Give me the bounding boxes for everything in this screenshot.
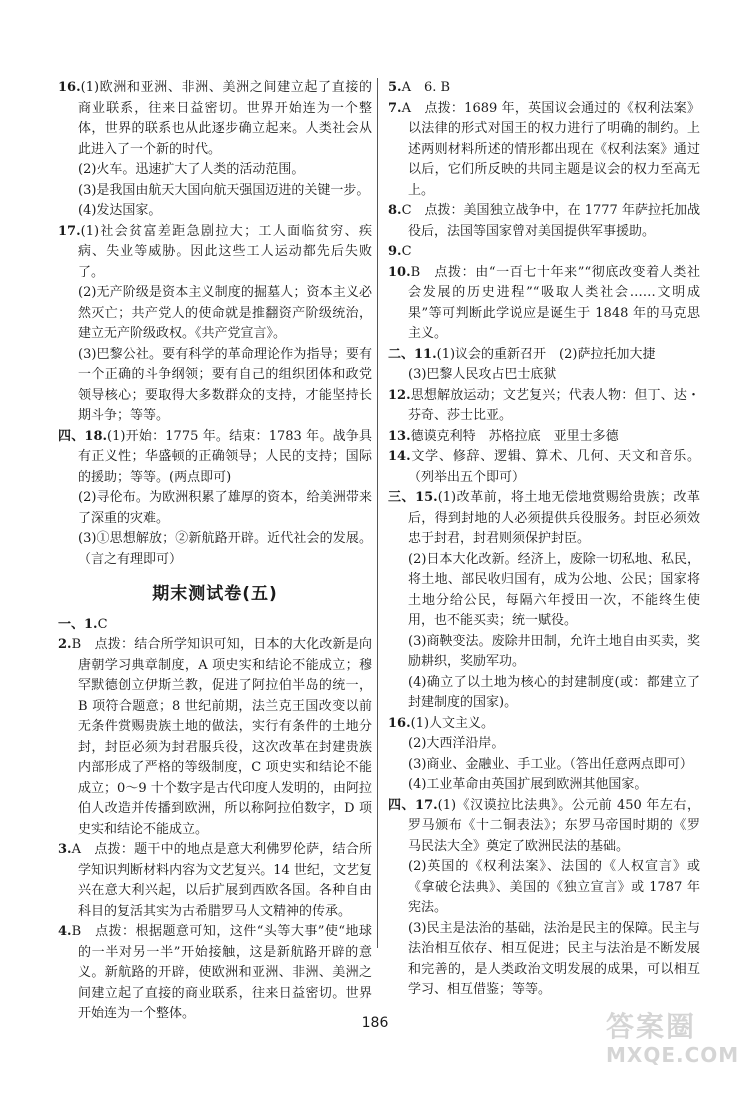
question-number: 12. bbox=[388, 387, 411, 403]
answer-item bbox=[388, 263, 700, 345]
answer-text: 思想解放运动；文艺复兴；代表人物：但丁、达・芬奇、莎士比亚。 bbox=[408, 387, 700, 423]
answer-item bbox=[58, 78, 372, 160]
question-number: 14. bbox=[388, 449, 411, 464]
answer-subitem: (2)日本大化改新。经济上，废除一切私地、私民，将土地、部民收归国有，成为公地、公民；国家将土地分给公民，每隔六年授田一次，不能终生使用，也不能买卖；统一赋役。 bbox=[408, 551, 700, 628]
answer-subitem: (2)寻伦布。为欧洲积累了雄厚的资本，给美洲带来了深重的灾难。 bbox=[78, 490, 372, 526]
question-number: 10. bbox=[388, 264, 411, 280]
answer-item bbox=[388, 386, 700, 427]
answer-item bbox=[58, 922, 372, 1025]
column-divider bbox=[377, 78, 378, 948]
left-column bbox=[58, 78, 372, 1025]
answer-text: (1)议会的重新召开 (2)萨拉托加大捷 bbox=[436, 346, 656, 362]
answer-item bbox=[58, 840, 372, 922]
answer-subitem: (3)是我国由航天大国向航天强国迈进的关键一步。 bbox=[78, 182, 370, 198]
answer-text: C bbox=[401, 244, 412, 259]
answer-item bbox=[58, 615, 372, 636]
answer-subitem: (3)巴黎公社。要有科学的革命理论作为指导；要有一个正确的斗争纲领；要有自己的组织团体和政党领导核心；要取得大多数群众的支持，才能坚持长期斗争；等等。 bbox=[78, 346, 372, 423]
question-number: 17. bbox=[58, 223, 81, 239]
answer-item bbox=[388, 427, 700, 448]
answer-text: A 6. B bbox=[401, 80, 451, 95]
watermark-bottom: MXQE.COM bbox=[606, 1043, 740, 1067]
question-number: 4. bbox=[58, 924, 72, 939]
right-column bbox=[388, 78, 700, 1001]
question-number: 16. bbox=[58, 80, 81, 95]
answer-item bbox=[58, 222, 372, 284]
answer-item bbox=[388, 796, 700, 858]
question-number: 5. bbox=[388, 80, 402, 95]
answer-subitem: (3)民主是法治的基础，法治是民主的保障。民主与法治相互依存、相互促进；民主与法治是不断发展和完善的，是人类政治文明发展的成果，可以相互学习、相互借鉴；等等。 bbox=[408, 920, 700, 997]
answer-subitem: (2)英国的《权利法案》、法国的《人权宣言》或《拿破仑法典》、美国的《独立宣言》或 1787 年宪法。 bbox=[408, 859, 700, 915]
answer-item bbox=[388, 78, 700, 99]
answer-text: B 点拨：根据题意可知，这件“头等大事”使“地球的一半对另一半”开始接触，这是新航路开辟的意义。新航路的开辟，使欧洲和亚洲、非洲、美洲之间建立起了直接的商业联系，往来日益密切。世界开始连为一个整体。 bbox=[71, 924, 372, 1021]
answer-text: B 点拨：由“一百七十年来”“彻底改变着人类社会发展的历史进程”“吸取人类社会……文明成果”等可判断此学说应是诞生于 1848 年的马克思主义。 bbox=[408, 264, 700, 341]
answer-subitem: (2)大西洋沿岸。 bbox=[408, 736, 505, 751]
answer-text: B 点拨：结合所学知识可知，日本的大化改新是向唐朝学习典章制度，A 项史实和结论不能成立；穆罕默德创立伊斯兰教，促进了阿拉伯半岛的统一，B 项符合题意；8 世纪前期，法兰克王国改变以前无条件赏赐贵族土地的做法，实行有条件的土地分封，封臣必须为封君服兵役，这次改革在封建贵族内部形成了严格的等级制度，C 项史实和结论不能成立；0～9 十个数字是古代印度人发明的，由阿拉伯人改造并传播到欧洲，所以称阿拉伯数字，D 项史实和结论不能成立。 bbox=[71, 637, 372, 837]
question-number: 四、17. bbox=[388, 797, 438, 813]
answer-subitem: (2)火车。迅速扩大了人类的活动范围。 bbox=[78, 162, 305, 177]
question-number: 8. bbox=[388, 203, 402, 218]
answer-item bbox=[58, 427, 372, 489]
section-title: 期末测试卷(五) bbox=[152, 584, 278, 604]
answer-text: (1)社会贫富差距急剧拉大；工人面临贫穷、疾病、失业等威胁。因此这些工人运动都先后失败了。 bbox=[78, 223, 372, 280]
answer-text: (1)人文主义。 bbox=[410, 715, 495, 731]
answer-item bbox=[388, 345, 700, 366]
question-number: 9. bbox=[388, 244, 402, 259]
answer-subitem: (3)商业、金融业、手工业。（答出任意两点即可） bbox=[408, 756, 693, 772]
question-number: 2. bbox=[58, 637, 72, 652]
answer-text: 德谟克利特 苏格拉底 亚里士多德 bbox=[410, 428, 619, 444]
answer-item bbox=[388, 99, 700, 202]
answer-text: (1)《汉谟拉比法典》。公元前 450 年左右，罗马颁布《十二铜表法》；东罗马帝国时期的《罗马民法大全》奠定了欧洲民法的基础。 bbox=[408, 797, 700, 854]
answer-text: A 点拨：1689 年，英国议会通过的《权利法案》以法律的形式对国王的权力进行了明确的制约。上述两则材料所述的情形都出现在《权利法案》通过以后，它们所反映的共同主题是议会的权力至高无上。 bbox=[401, 100, 700, 198]
answer-item bbox=[388, 242, 700, 263]
answer-item bbox=[388, 488, 700, 550]
answer-text: (1)改革前，将土地无偿地赏赐给贵族；改革后，得到封地的人必须提供兵役服务。封臣必须效忠于封君，封君则须保护封臣。 bbox=[408, 490, 700, 546]
watermark-top: 答案圈 bbox=[606, 1010, 697, 1043]
watermark-logo bbox=[606, 1010, 740, 1073]
answer-text: 文学、修辞、逻辑、算术、几何、天文和音乐。（列举出五个即可） bbox=[408, 449, 700, 485]
question-number: 7. bbox=[388, 100, 402, 116]
answer-item bbox=[388, 201, 700, 242]
answer-text: (1)欧洲和亚洲、非洲、美洲之间建立起了直接的商业联系，往来日益密切。世界开始连为一个整体，世界的联系也从此逐步确立起来。人类社会从此进入了一个新的时代。 bbox=[78, 80, 372, 157]
question-number: 13. bbox=[388, 428, 411, 444]
answer-item bbox=[388, 447, 700, 488]
question-number: 二、11. bbox=[388, 346, 437, 362]
answer-subitem: (4)发达国家。 bbox=[78, 203, 162, 218]
question-number: 16. bbox=[388, 715, 411, 731]
answer-subitem: (4)确立了以土地为核心的封建制度(或：都建立了封建制度的国家)。 bbox=[408, 674, 700, 710]
answer-item bbox=[388, 714, 700, 735]
question-number: 四、18. bbox=[58, 428, 108, 444]
answer-item bbox=[58, 635, 372, 840]
answer-text: A 点拨：题干中的地点是意大利佛罗伦萨，结合所学知识判断材料内容为文艺复兴。14 世纪，文艺复兴在意大利兴起，以后扩展到西欧各国。各种自由科目的复活其实为古希腊罗马人文精神的传承。 bbox=[71, 842, 372, 919]
question-number: 3. bbox=[58, 842, 72, 857]
answer-subitem: (2)无产阶级是资本主义制度的掘墓人；资本主义必然灭亡；共产党人的使命就是推翻资产阶级统治，建立无产阶级政权。《共产党宣言》。 bbox=[78, 285, 372, 341]
answer-subitem: (4)工业革命由英国扩展到欧洲其他国家。 bbox=[408, 777, 648, 792]
answer-text: C bbox=[97, 616, 108, 632]
page-number: 186 bbox=[361, 1015, 389, 1031]
question-number: 三、15. bbox=[388, 490, 438, 505]
answer-subitem: (3)巴黎人民攻占巴士底狱 bbox=[408, 367, 557, 382]
answer-text: (1)开始：1775 年。结束：1783 年。战争具有正义性；华盛顿的正确领导；人民的支持；国际的援助；等等。(两点即可) bbox=[78, 428, 372, 485]
answer-text: C 点拨：美国独立战争中，在 1777 年萨拉托加战役后，法国等国家曾对美国提供军事援助。 bbox=[401, 203, 700, 239]
answer-subitem: (3)①思想解放；②新航路开辟。近代社会的发展。（言之有理即可） bbox=[78, 531, 372, 567]
question-number: 一、1. bbox=[58, 616, 98, 632]
answer-subitem: (3)商鞅变法。废除井田制，允许土地自由买卖，奖励耕织，奖励军功。 bbox=[408, 633, 700, 669]
